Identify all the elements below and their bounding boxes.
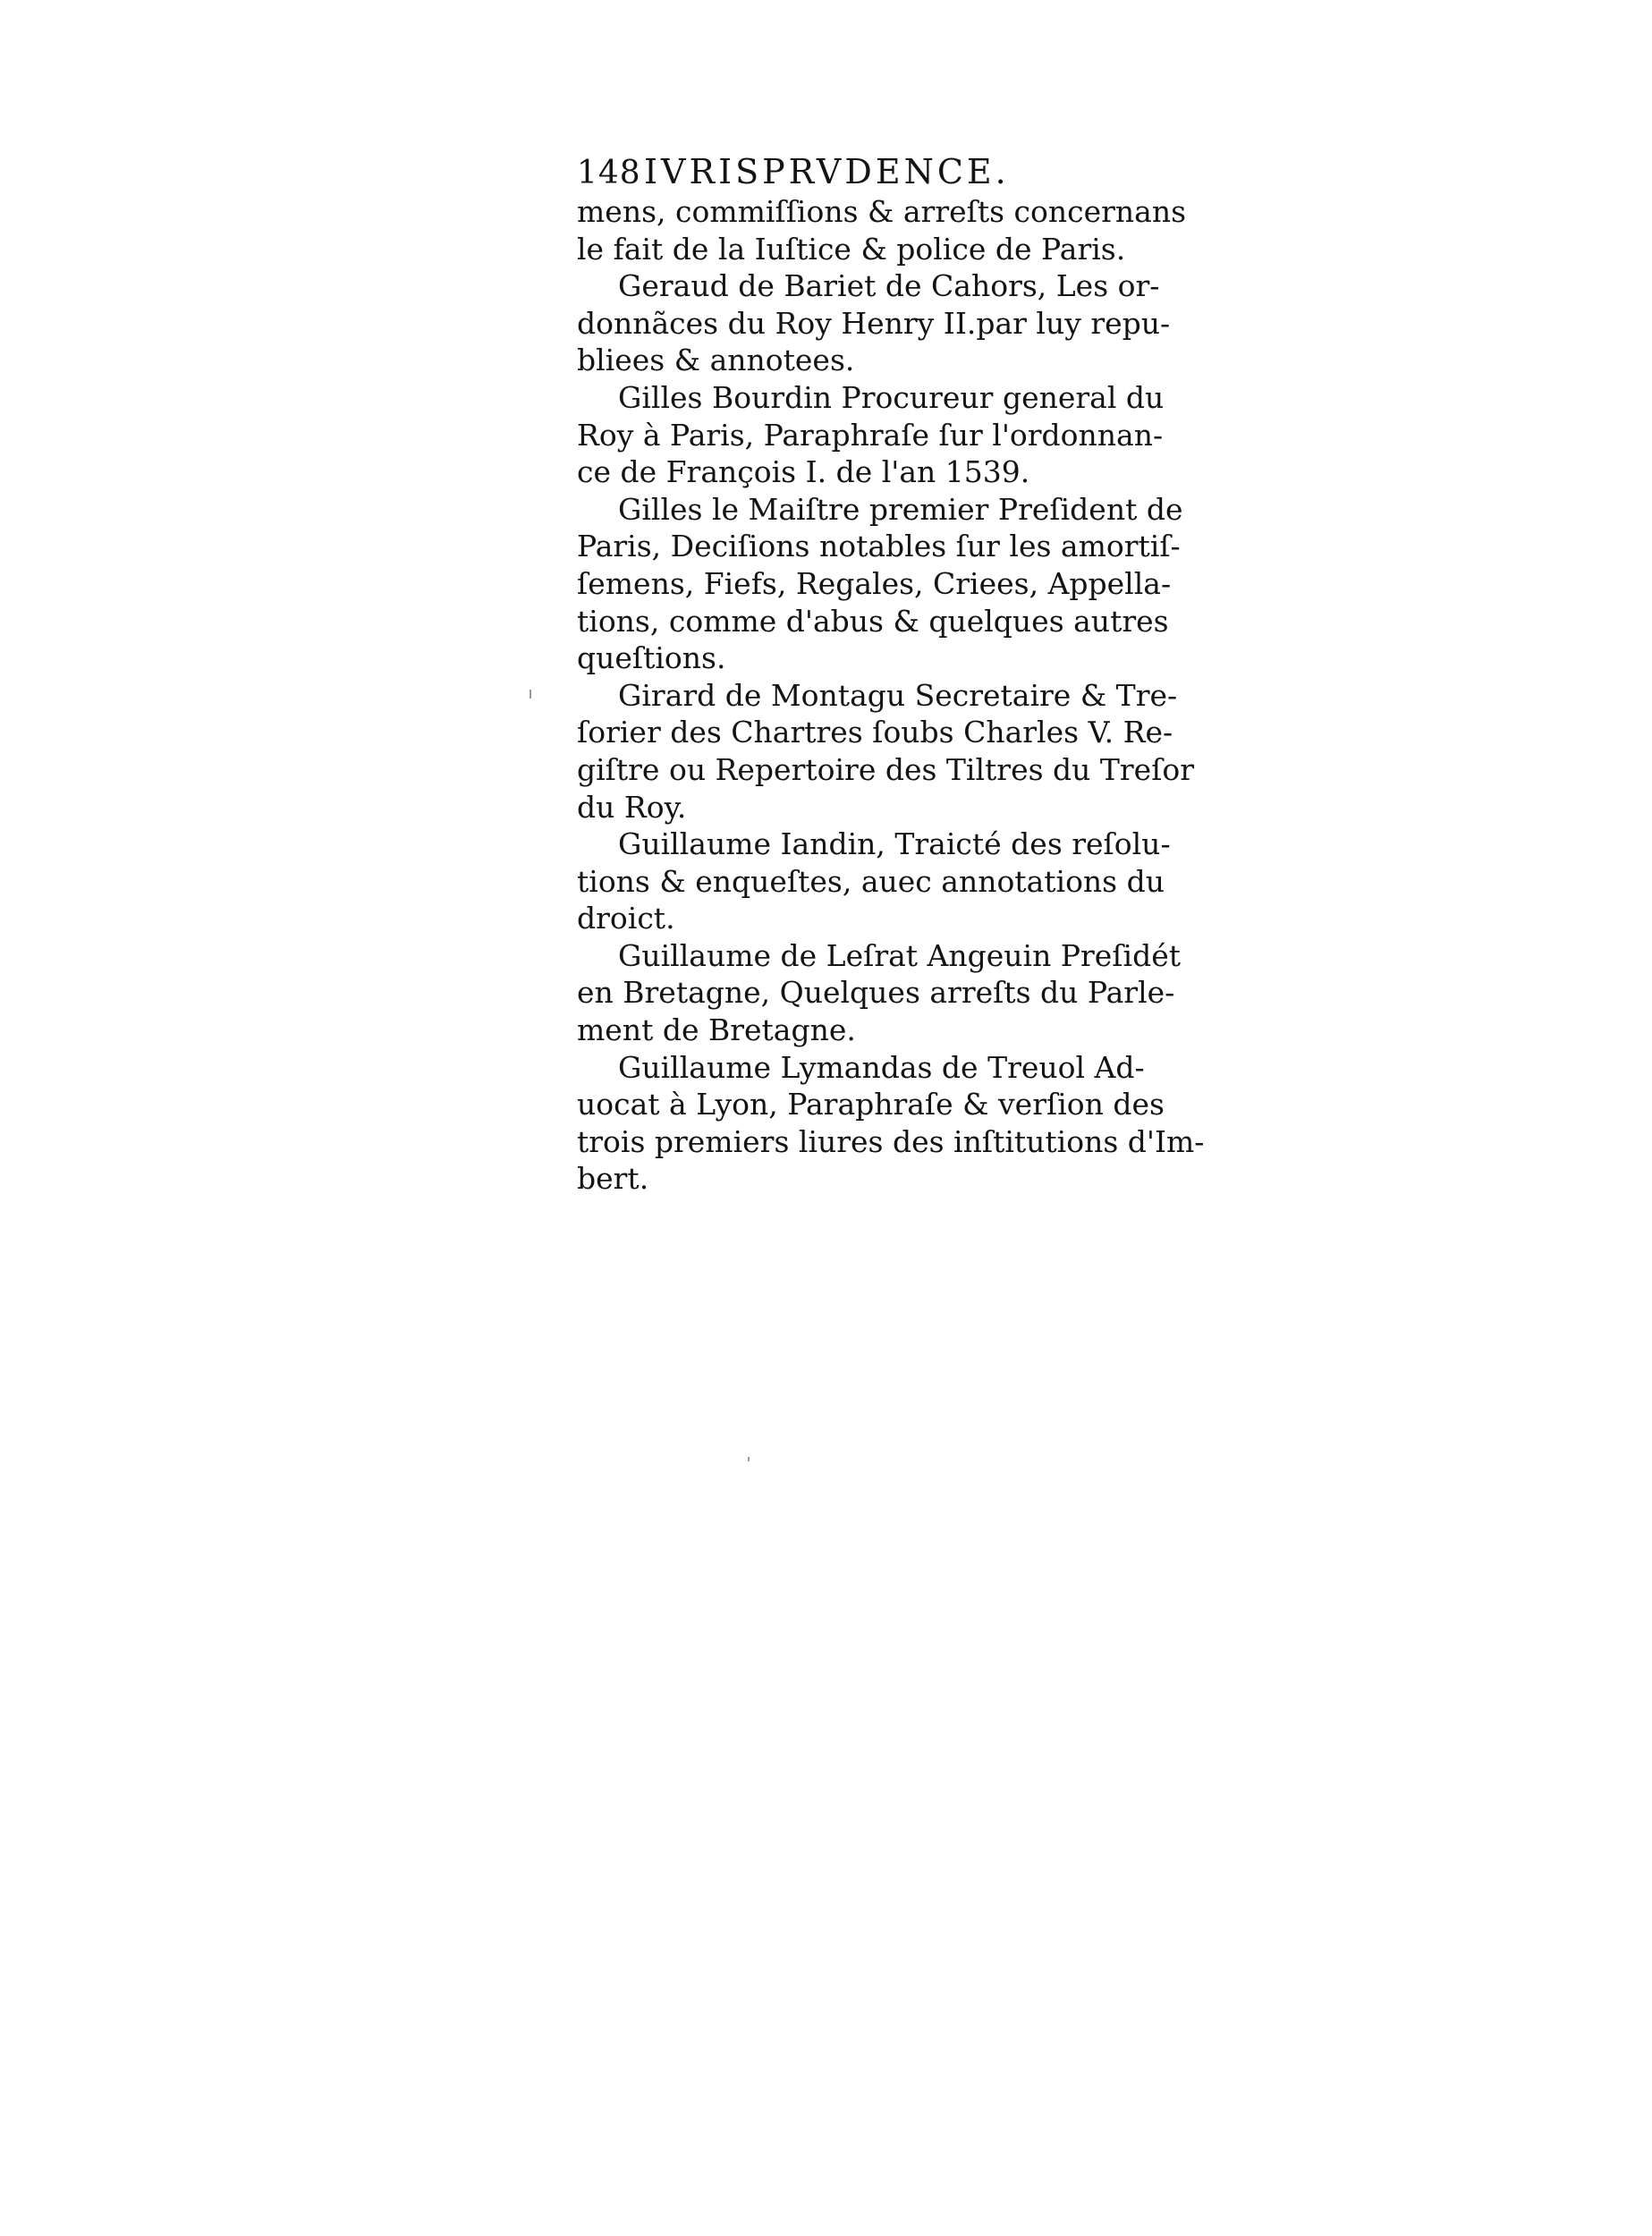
text-line: uocat à Lyon, Paraphraſe & verſion des [577, 1087, 1165, 1122]
entry-first-line: Girard de Montagu Secretaire & Tre- [618, 677, 1178, 713]
text-line: tions, comme d'abus & quelques autres [577, 603, 1169, 639]
text-line: ment de Bretagne. [577, 1012, 856, 1048]
text-line: en Bretagne, Quelques arreſts du Parle- [577, 975, 1175, 1011]
text-line: ce de François I. de l'an 1539. [577, 454, 1030, 490]
text-line: trois premiers liures des inſtitutions d'Im- [577, 1123, 1205, 1159]
text-line: donnãces du Roy Henry II.par luy repu- [577, 305, 1171, 341]
entry-first-line: Geraud de Bariet de Cahors, Les or- [618, 268, 1160, 304]
text-line: Paris, Deciſions notables ſur les amortiſ- [577, 529, 1181, 564]
entry-first-line: Guillaume Iandin, Traicté des reſolu- [618, 826, 1171, 862]
text-line: mens, commiſſions & arreſts concernans [577, 194, 1187, 229]
text-line: bliees & annotees. [577, 343, 855, 378]
entry-first-line: Gilles le Maiſtre premier Preſident de [618, 491, 1183, 527]
page-number: 148 [577, 155, 641, 191]
text-line: Roy à Paris, Paraphraſe ſur l'ordonnan- [577, 417, 1164, 453]
text-line: du Roy. [577, 789, 687, 825]
entry-first-line: Guillaume Lymandas de Treuol Ad- [618, 1049, 1145, 1085]
entry-first-line: Gilles Bourdin Procureur general du [618, 379, 1165, 415]
text-line: giſtre ou Repertoire des Tiltres du Treſor [577, 751, 1195, 787]
text-line: le fait de la Iuſtice & police de Paris. [577, 231, 1126, 267]
paper-speck [748, 1457, 750, 1461]
page-header [577, 150, 1127, 193]
text-line: droict. [577, 901, 675, 936]
text-line: queſtions. [577, 640, 726, 676]
text-line: bert. [577, 1161, 649, 1197]
text-line: ſemens, Fiefs, Regales, Criees, Appella- [577, 565, 1172, 601]
paper-speck [529, 690, 531, 699]
text-line: tions & enqueſtes, auec annotations du [577, 863, 1165, 899]
running-title: IVRISPRVDENCE. [644, 152, 1010, 191]
text-block [577, 150, 1205, 1198]
text-lines [577, 193, 1205, 1198]
text-line: ſorier des Chartres ſoubs Charles V. Re- [577, 715, 1173, 750]
entry-first-line: Guillaume de Leſrat Angeuin Preſidét [618, 937, 1181, 973]
